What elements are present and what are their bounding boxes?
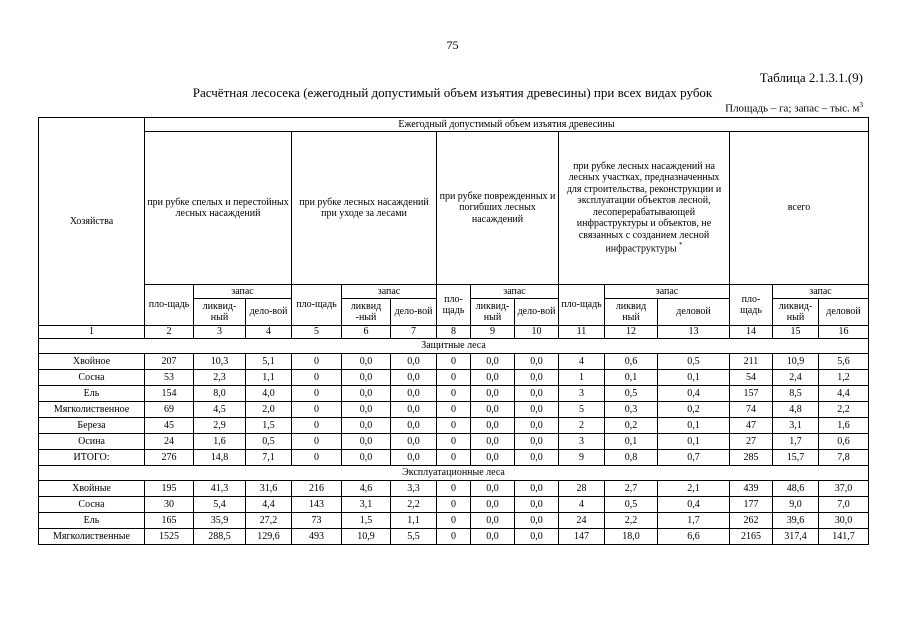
row-value: 3 [559,386,605,402]
table-row [39,370,869,386]
row-value: 54 [730,370,773,386]
row-value: 73 [292,513,342,529]
row-value: 0 [437,386,471,402]
row-value: 0,1 [605,370,658,386]
row-value: 8,0 [194,386,246,402]
row-value: 31,6 [246,481,292,497]
row-name: Осина [39,434,145,450]
row-value: 317,4 [773,529,819,545]
row-value: 0,0 [391,354,437,370]
row-value: 2,1 [658,481,730,497]
row-name: ИТОГО: [39,450,145,466]
row-name: Ель [39,386,145,402]
header-group-damaged: при рубке поврежденных и погибших лесных насаждений [437,132,559,285]
header-stock: запас [342,285,437,299]
header-group-total: всего [730,132,869,285]
footnote-mark: * [679,241,683,250]
row-value: 0 [437,418,471,434]
header-stock: запас [605,285,730,299]
header-liquid: ликвид-ный [471,299,515,326]
row-value: 0 [437,529,471,545]
row-value: 27,2 [246,513,292,529]
row-name: Мягколиственное [39,402,145,418]
row-value: 2,0 [246,402,292,418]
row-value: 0,0 [342,434,391,450]
row-value: 0,2 [605,418,658,434]
row-value: 0 [437,354,471,370]
row-value: 0,0 [471,497,515,513]
header-group-construction-text: при рубке лесных насаждений на лесных участках, предназначенных для строительства, реконструкции и эксплуатации объектов лесной, лесоперерабатывающей инфраструктуры и объектов, не связанных с созданием лесной инфраструктуры [566,160,722,255]
row-value: 0,0 [515,418,559,434]
column-number: 5 [292,326,342,339]
column-number: 4 [246,326,292,339]
column-number: 10 [515,326,559,339]
section-row [39,339,869,354]
row-value: 6,6 [658,529,730,545]
header-stock: запас [194,285,292,299]
row-value: 1,5 [246,418,292,434]
row-value: 9,0 [773,497,819,513]
row-name: Сосна [39,370,145,386]
row-value: 0,6 [605,354,658,370]
row-value: 143 [292,497,342,513]
header-stock: запас [471,285,559,299]
row-name: Ель [39,513,145,529]
row-value: 0,0 [471,481,515,497]
row-value: 24 [145,434,194,450]
row-value: 4 [559,497,605,513]
column-number: 3 [194,326,246,339]
row-value: 0,0 [515,370,559,386]
row-value: 7,1 [246,450,292,466]
row-value: 285 [730,450,773,466]
row-value: 30 [145,497,194,513]
table-row [39,354,869,370]
row-value: 1,2 [819,370,869,386]
row-value: 0,0 [515,450,559,466]
row-value: 0,0 [471,418,515,434]
header-area: пло-щадь [145,285,194,326]
section-title: Защитные леса [39,339,869,354]
row-value: 8,5 [773,386,819,402]
row-value: 4,4 [246,497,292,513]
row-value: 0,3 [605,402,658,418]
header-commercial: дело-вой [391,299,437,326]
row-value: 0 [292,402,342,418]
header-top: Ежегодный допустимый объем изъятия древесины [145,118,869,132]
column-number: 14 [730,326,773,339]
header-liquid: ликвид ный [605,299,658,326]
row-value: 4 [559,354,605,370]
header-liquid: ликвид-ный [773,299,819,326]
row-value: 0,0 [342,418,391,434]
table-id: Таблица 2.1.3.1.(9) [759,70,863,85]
row-value: 288,5 [194,529,246,545]
row-value: 4,0 [246,386,292,402]
row-value: 0,0 [342,450,391,466]
section-row [39,466,869,481]
row-value: 0,6 [819,434,869,450]
row-value: 0,0 [471,450,515,466]
row-value: 0,0 [515,434,559,450]
table-row [39,386,869,402]
row-value: 0,0 [515,529,559,545]
row-value: 0,0 [391,386,437,402]
row-value: 1,6 [194,434,246,450]
table-row [39,450,869,466]
row-value: 165 [145,513,194,529]
header-area: пло-щадь [437,285,471,326]
row-value: 2,2 [819,402,869,418]
row-value: 2,4 [773,370,819,386]
column-number: 16 [819,326,869,339]
row-value: 2,9 [194,418,246,434]
row-value: 2,3 [194,370,246,386]
row-value: 1,5 [342,513,391,529]
table-title: Расчётная лесосека (ежегодный допустимый объем изъятия древесины) при всех видах рубок [192,85,713,100]
row-value: 0,0 [471,402,515,418]
column-number: 7 [391,326,437,339]
column-number: 13 [658,326,730,339]
column-number: 1 [39,326,145,339]
table-row [39,529,869,545]
row-name: Мягколиственные [39,529,145,545]
header-area: пло-щадь [730,285,773,326]
row-value: 0 [437,434,471,450]
section-title: Эксплуатационные леса [39,466,869,481]
row-value: 262 [730,513,773,529]
row-value: 0 [437,513,471,529]
row-value: 0,0 [391,402,437,418]
row-value: 5,1 [246,354,292,370]
row-value: 0,5 [246,434,292,450]
logging-table [38,117,869,545]
row-value: 1,1 [391,513,437,529]
row-value: 0,0 [471,370,515,386]
row-name: Хвойные [39,481,145,497]
row-value: 0,0 [342,354,391,370]
row-value: 276 [145,450,194,466]
units-text: Площадь – га; запас – тыс. м [725,102,860,115]
header-group-mature: при рубке спелых и перестойных лесных насаждений [145,132,292,285]
header-liquid: ликвид-ный [194,299,246,326]
row-value: 3 [559,434,605,450]
row-value: 0 [437,481,471,497]
row-name: Береза [39,418,145,434]
units-superscript: 3 [859,101,863,109]
row-value: 207 [145,354,194,370]
row-value: 0,0 [342,386,391,402]
row-value: 1 [559,370,605,386]
row-value: 4,6 [342,481,391,497]
row-value: 35,9 [194,513,246,529]
row-value: 0,4 [658,386,730,402]
row-value: 18,0 [605,529,658,545]
row-value: 5,5 [391,529,437,545]
row-value: 15,7 [773,450,819,466]
row-value: 0 [437,450,471,466]
header-commercial: дело-вой [246,299,292,326]
row-value: 0,0 [515,386,559,402]
row-value: 0,0 [515,497,559,513]
row-value: 0,1 [605,434,658,450]
page-number: 75 [446,38,459,52]
row-value: 1525 [145,529,194,545]
row-name: Сосна [39,497,145,513]
row-value: 1,6 [819,418,869,434]
row-value: 2,2 [391,497,437,513]
row-value: 74 [730,402,773,418]
table-row [39,513,869,529]
row-value: 0 [292,386,342,402]
row-value: 53 [145,370,194,386]
header-commercial: дело-вой [515,299,559,326]
header-area: пло-щадь [559,285,605,326]
row-value: 3,1 [773,418,819,434]
row-value: 69 [145,402,194,418]
column-number: 2 [145,326,194,339]
row-value: 7,8 [819,450,869,466]
row-value: 0,0 [515,402,559,418]
row-value: 5 [559,402,605,418]
row-value: 0,7 [658,450,730,466]
row-value: 24 [559,513,605,529]
row-value: 14,8 [194,450,246,466]
row-value: 0,0 [471,529,515,545]
row-value: 0,0 [391,418,437,434]
row-value: 0,0 [391,450,437,466]
row-value: 3,3 [391,481,437,497]
row-value: 0,0 [342,402,391,418]
row-value: 1,7 [773,434,819,450]
row-value: 0 [437,497,471,513]
row-value: 4,8 [773,402,819,418]
units-note [725,101,863,115]
row-value: 41,3 [194,481,246,497]
row-value: 2,7 [605,481,658,497]
row-value: 0 [292,418,342,434]
row-value: 3,1 [342,497,391,513]
row-value: 10,9 [773,354,819,370]
header-group-thinning: при рубке лесных насаждений при уходе за лесами [292,132,437,285]
row-value: 0 [292,354,342,370]
row-value: 211 [730,354,773,370]
table-row [39,418,869,434]
row-value: 0,0 [391,370,437,386]
row-value: 0,1 [658,418,730,434]
column-number: 9 [471,326,515,339]
row-value: 0 [437,370,471,386]
row-value: 0,8 [605,450,658,466]
row-value: 30,0 [819,513,869,529]
row-value: 5,4 [194,497,246,513]
row-value: 2,2 [605,513,658,529]
row-value: 129,6 [246,529,292,545]
row-value: 0,0 [515,354,559,370]
table-row [39,402,869,418]
header-liquid: ликвид -ный [342,299,391,326]
row-value: 0,2 [658,402,730,418]
table-row [39,481,869,497]
row-value: 4,4 [819,386,869,402]
header-farm: Хозяйства [39,118,145,326]
column-number: 12 [605,326,658,339]
column-number: 15 [773,326,819,339]
row-value: 0,5 [605,497,658,513]
row-value: 493 [292,529,342,545]
row-value: 0 [292,434,342,450]
row-value: 0,0 [471,434,515,450]
row-value: 10,9 [342,529,391,545]
row-value: 439 [730,481,773,497]
row-value: 48,6 [773,481,819,497]
row-value: 0 [292,370,342,386]
row-value: 0,0 [515,513,559,529]
column-number: 8 [437,326,471,339]
row-value: 1,1 [246,370,292,386]
column-number: 11 [559,326,605,339]
row-value: 195 [145,481,194,497]
column-number: 6 [342,326,391,339]
row-value: 147 [559,529,605,545]
table-row [39,434,869,450]
row-value: 1,7 [658,513,730,529]
row-value: 4,5 [194,402,246,418]
table-row [39,497,869,513]
row-value: 2165 [730,529,773,545]
header-group-construction [559,132,730,285]
row-value: 0,0 [342,370,391,386]
row-value: 2 [559,418,605,434]
header-area: пло-щадь [292,285,342,326]
row-value: 154 [145,386,194,402]
row-value: 10,3 [194,354,246,370]
header-commercial: деловой [658,299,730,326]
row-value: 0,0 [471,513,515,529]
row-value: 177 [730,497,773,513]
row-value: 28 [559,481,605,497]
row-value: 0,0 [391,434,437,450]
row-value: 0,4 [658,497,730,513]
row-value: 37,0 [819,481,869,497]
row-value: 27 [730,434,773,450]
row-value: 141,7 [819,529,869,545]
row-value: 0,1 [658,370,730,386]
row-value: 0,5 [605,386,658,402]
row-name: Хвойное [39,354,145,370]
row-value: 5,6 [819,354,869,370]
header-commercial: деловой [819,299,869,326]
row-value: 0,0 [515,481,559,497]
row-value: 0,0 [471,386,515,402]
row-value: 0 [437,402,471,418]
row-value: 216 [292,481,342,497]
row-value: 9 [559,450,605,466]
row-value: 157 [730,386,773,402]
row-value: 0,5 [658,354,730,370]
row-value: 0 [292,450,342,466]
row-value: 47 [730,418,773,434]
row-value: 0,0 [471,354,515,370]
row-value: 39,6 [773,513,819,529]
row-value: 0,1 [658,434,730,450]
header-stock: запас [773,285,869,299]
row-value: 45 [145,418,194,434]
row-value: 7,0 [819,497,869,513]
